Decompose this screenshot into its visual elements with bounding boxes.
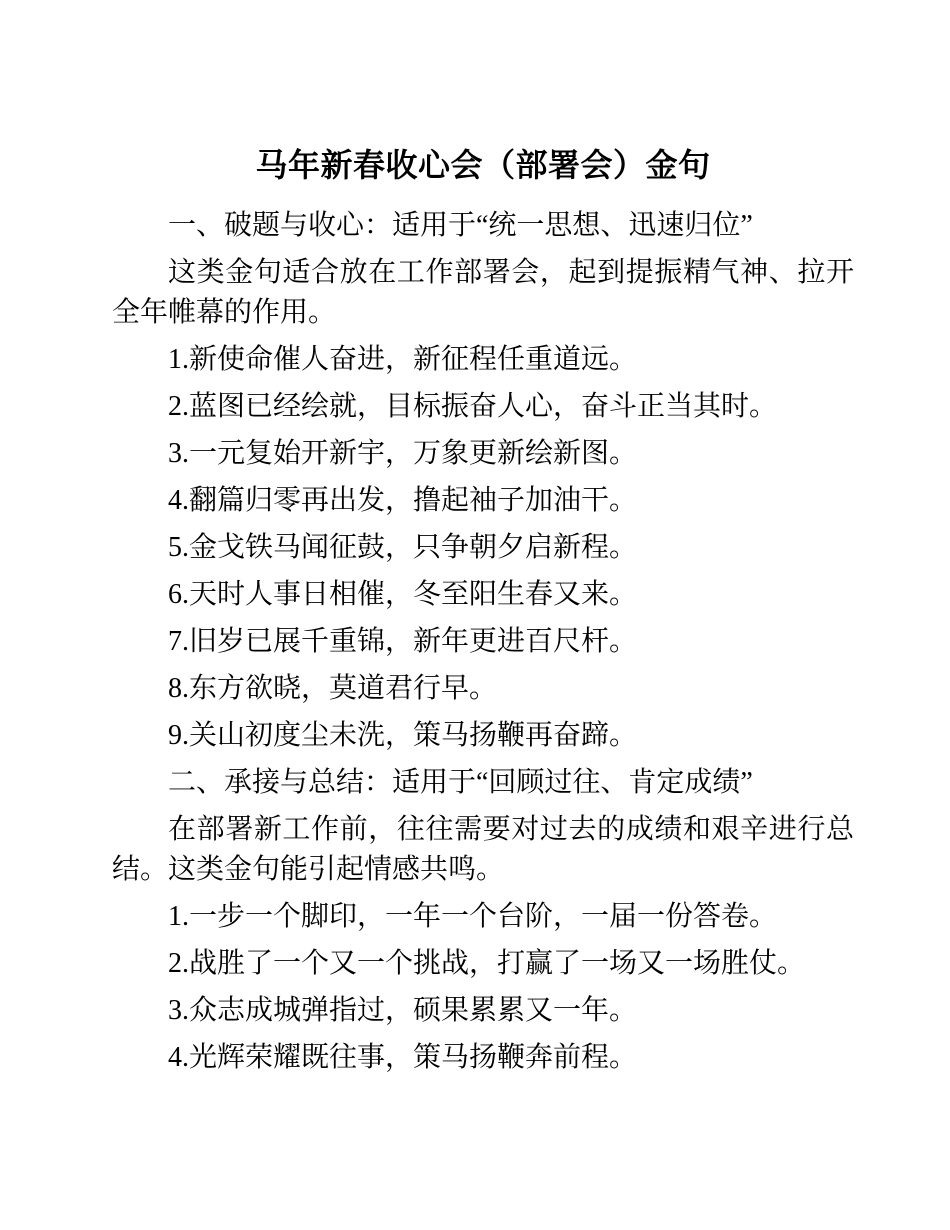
section-2: [112, 763, 854, 1078]
section-1-item-6: 6.天时人事日相催，冬至阳生春又来。: [168, 579, 638, 610]
section-1-item-8: 8.东方欲晓，莫道君行早。: [168, 673, 498, 704]
section-2-intro: 在部署新工作前，往往需要对过去的成绩和艰辛进行总结。这类金句能引起情感共鸣。: [112, 814, 854, 885]
section-1-item-1: 1.新使命催人奋进，新征程任重道远。: [168, 344, 638, 375]
section-1-heading: 一、破题与收心：适用于“统一思想、迅速归位”: [168, 210, 753, 241]
section-2-item-3: 3.众志成城弹指过，硕果累累又一年。: [168, 995, 638, 1026]
section-1-item-9: 9.关山初度尘未洗，策马扬鞭再奋蹄。: [168, 720, 638, 751]
section-1-item-2: 2.蓝图已经绘就，目标振奋人心，奋斗正当其时。: [168, 391, 778, 422]
section-1: [112, 206, 854, 756]
section-2-item-2: 2.战胜了一个又一个挑战，打赢了一场又一场胜仗。: [168, 948, 806, 979]
section-1-intro: 这类金句适合放在工作部署会，起到提振精气神、拉开全年帷幕的作用。: [112, 257, 854, 328]
section-2-item-4: 4.光辉荣耀既往事，策马扬鞭奔前程。: [168, 1042, 638, 1073]
section-1-item-5: 5.金戈铁马闻征鼓，只争朝夕启新程。: [168, 532, 638, 563]
section-2-item-1: 1.一步一个脚印，一年一个台阶，一届一份答卷。: [168, 901, 778, 932]
section-1-item-7: 7.旧岁已展千重锦，新年更进百尺杆。: [168, 626, 638, 657]
document-title: 马年新春收心会（部署会）金句: [255, 147, 711, 183]
section-1-item-4: 4.翻篇归零再出发，撸起袖子加油干。: [168, 485, 638, 516]
section-2-heading: 二、承接与总结：适用于“回顾过往、肯定成绩”: [168, 767, 753, 798]
section-1-item-3: 3.一元复始开新宇，万象更新绘新图。: [168, 438, 638, 469]
